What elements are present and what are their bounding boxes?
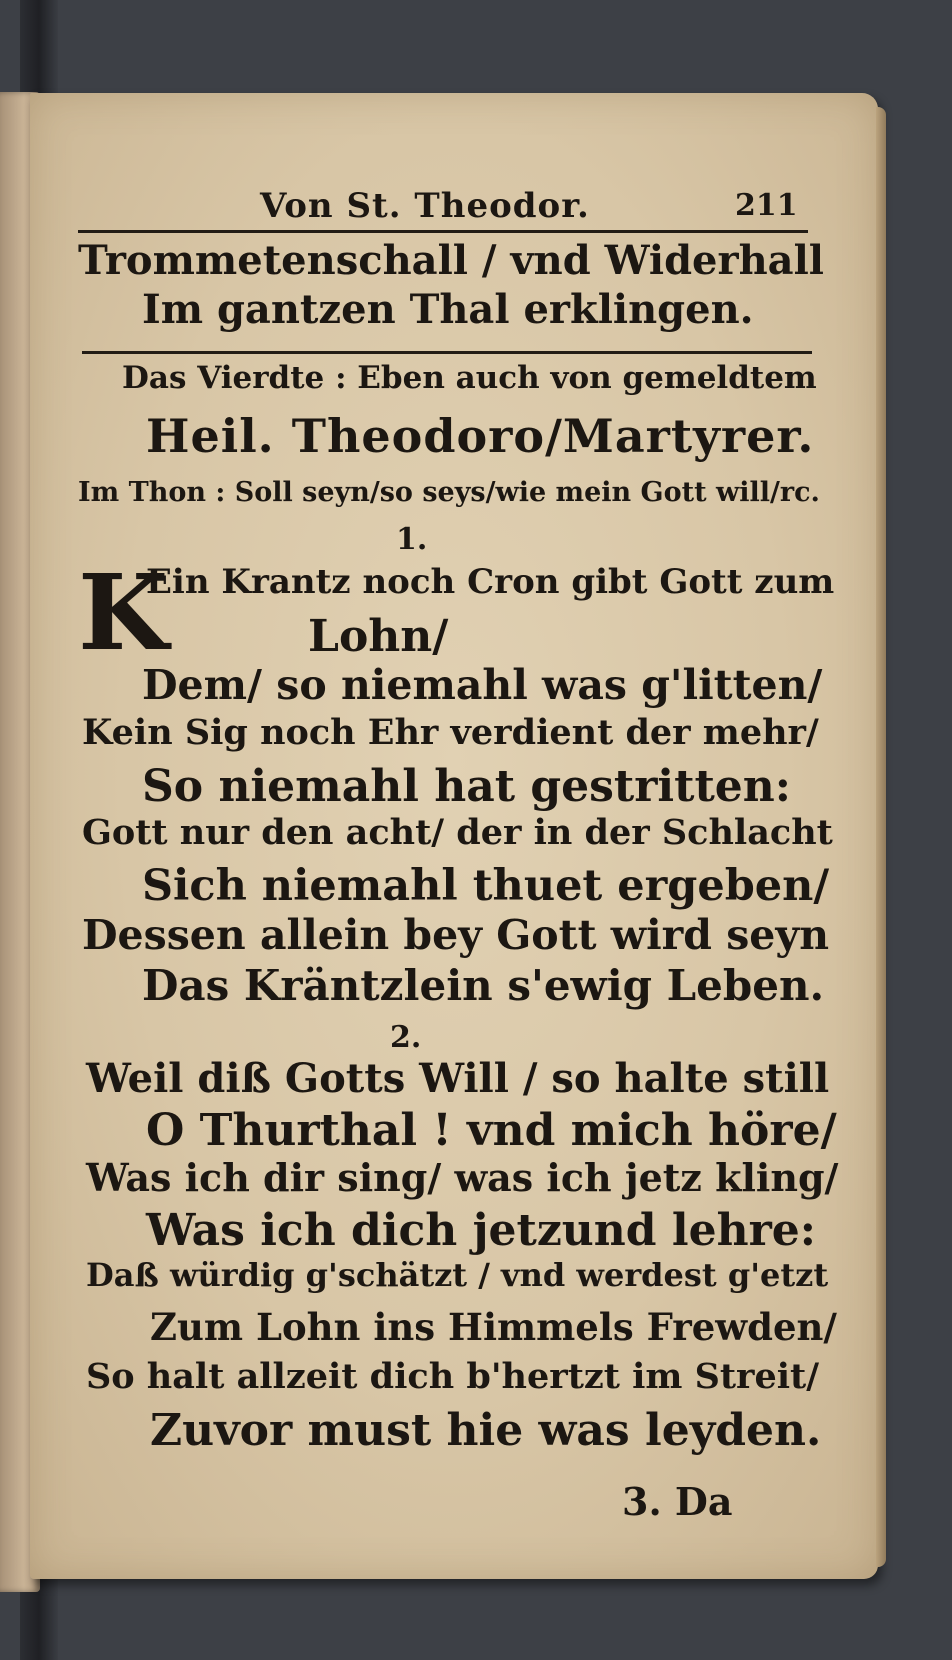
page-text: [30, 93, 878, 1579]
verse-line: Das Kräntzlein s'ewig Leben.: [142, 961, 825, 1010]
verse-line: So halt allzeit dich b'hertzt im Streit/: [86, 1356, 820, 1397]
running-head: Von St. Theodor.: [260, 186, 590, 226]
stanza-number: 2.: [390, 1020, 422, 1055]
verse-line: So niemahl hat gestritten:: [142, 761, 791, 812]
verse-line: Kein Sig noch Ehr verdient der mehr/: [82, 712, 819, 753]
verse-line: Weil diß Gotts Will / so halte still: [86, 1055, 830, 1102]
book-page: [30, 93, 878, 1579]
verse-line: Ein Krantz noch Cron gibt Gott zum: [146, 562, 835, 602]
stanza-number: 1.: [396, 522, 428, 557]
section-title: Heil. Theodoro/Martyrer.: [146, 409, 815, 463]
section-rule: [82, 351, 812, 354]
verse-line: Daß würdig g'schätzt / vnd werdest g'etzt: [86, 1256, 829, 1294]
drop-cap: K: [78, 551, 169, 674]
header-rule: [78, 230, 808, 233]
verse-line: Zum Lohn ins Himmels Frewden/: [150, 1305, 837, 1349]
verse-line: Was ich dir sing/ was ich jetz kling/: [86, 1155, 839, 1200]
verse-line: Sich niemahl thuet ergeben/: [142, 861, 830, 911]
melody-line: Im Thon : Soll seyn/so seys/wie mein Gott will/rc.: [78, 477, 820, 508]
verse-line: Dessen allein bey Gott wird seyn: [82, 911, 830, 959]
carryover-line: Trommetenschall / vnd Widerhall: [78, 237, 824, 284]
verse-line: Zuvor must hie was leyden.: [150, 1405, 822, 1456]
catchword: 3. Da: [622, 1479, 733, 1524]
section-heading: Das Vierdte : Eben auch von gemeldtem: [122, 360, 817, 396]
verse-line: Lohn/: [308, 611, 449, 662]
carryover-line: Im gantzen Thal erklingen.: [142, 286, 754, 333]
page-number: 211: [735, 188, 798, 223]
verse-line: Gott nur den acht/ der in der Schlacht: [82, 812, 833, 853]
verse-line: Dem/ so niemahl was g'litten/: [142, 661, 823, 709]
verse-line: Was ich dich jetzund lehre:: [146, 1205, 816, 1256]
verse-line: O Thurthal ! vnd mich höre/: [146, 1105, 837, 1156]
